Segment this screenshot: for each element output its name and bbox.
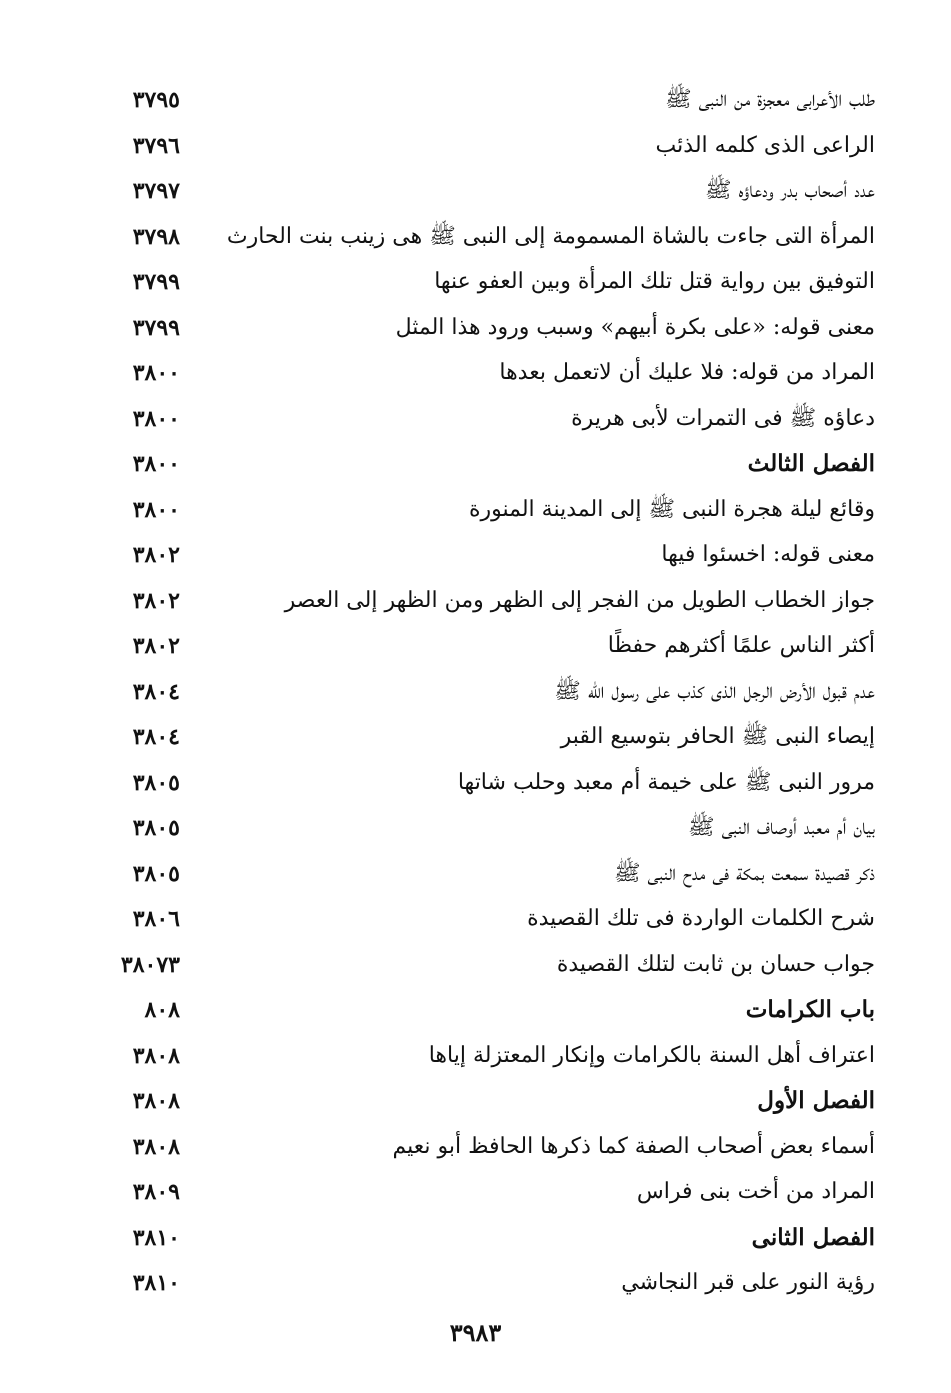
toc-entry-page: ٣٨٠٢ <box>132 587 180 614</box>
toc-entry-page: ٣٨٠٠ <box>132 405 180 432</box>
toc-entry-title: جواز الخطاب الطويل من الفجر إلى الظهر ومن الظهر إلى العصر <box>284 587 875 613</box>
toc-entry <box>100 1261 875 1307</box>
toc-entry-title: بيان أم معبد أوصاف النبى ﷺ <box>688 815 875 840</box>
toc-entry-page: ٣٨٠٨ <box>132 1133 180 1160</box>
toc-entry-title: شرح الكلمات الواردة فى تلك القصيدة <box>527 906 875 931</box>
page-number: ٣٩٨٣ <box>449 1318 502 1347</box>
table-of-contents <box>100 78 875 1307</box>
toc-entry-title: الفصل الثانى <box>751 1223 875 1251</box>
toc-entry <box>100 169 875 215</box>
toc-entry-title: المراد من أخت بنى فراس <box>636 1179 875 1204</box>
toc-entry-page: ٣٨٠٢ <box>132 542 180 568</box>
toc-entry <box>100 1125 875 1171</box>
toc-entry-page: ٣٨٠٤ <box>132 724 180 750</box>
toc-section-heading <box>100 988 875 1034</box>
toc-entry-title: إيصاء النبى ﷺ الحافر بتوسيع القبر <box>560 724 875 749</box>
toc-entry-page: ٣٧٩٩ <box>132 269 180 295</box>
toc-entry <box>100 488 875 534</box>
toc-entry-page: ٣٧٩٨ <box>132 223 180 250</box>
toc-entry-page: ٣٧٩٥ <box>132 87 180 113</box>
toc-entry-title: دعاؤه ﷺ فى التمرات لأبى هريرة <box>571 405 875 431</box>
toc-entry-title: رؤية النور على قبر النجاشي <box>621 1270 875 1295</box>
toc-entry <box>100 215 875 261</box>
toc-entry-title: مرور النبى ﷺ على خيمة أم معبد وحلب شاتها <box>457 769 875 795</box>
toc-entry-title: طلب الأعرابى معجزة من النبى ﷺ <box>665 87 875 112</box>
toc-entry <box>100 1034 875 1080</box>
toc-entry-page: ٣٨٠٨ <box>132 1088 180 1114</box>
toc-entry-title: أسماء بعض أصحاب الصفة كما ذكرها الحافظ أبو نعيم <box>392 1133 875 1159</box>
toc-entry <box>100 624 875 670</box>
toc-entry-title: معنى قوله: «على بكرة أبيهم» وسبب ورود هذا المثل <box>395 314 875 340</box>
toc-entry-page: ٣٨١٠ <box>132 1270 180 1296</box>
toc-entry-page: ٣٧٩٧ <box>132 178 180 204</box>
toc-entry-page: ٣٨٠٠ <box>132 360 180 386</box>
toc-entry-title: جواب حسان بن ثابت لتلك القصيدة <box>556 951 875 977</box>
toc-entry-title: الفصل الثالث <box>747 450 875 477</box>
toc-entry <box>100 351 875 397</box>
toc-entry-title: الراعى الذى كلمه الذئب <box>655 132 875 158</box>
toc-entry-page: ٨٠٨ <box>144 997 180 1023</box>
toc-entry-title: عدد أصحاب بدر ودعاؤه ﷺ <box>705 178 875 203</box>
toc-entry <box>100 397 875 443</box>
toc-section-heading <box>100 442 875 488</box>
toc-entry <box>100 715 875 761</box>
toc-entry <box>100 670 875 716</box>
toc-entry-title: ذكر قصيدة سمعت بمكة فى مدح النبى ﷺ <box>613 860 875 886</box>
toc-entry-page: ٣٨٠٩ <box>132 1179 180 1205</box>
toc-entry-page: ٣٨٠٠ <box>132 451 180 477</box>
toc-entry-page: ٣٨٠٥ <box>132 769 180 796</box>
toc-entry-title: باب الكرامات <box>745 996 875 1023</box>
toc-entry-page: ٣٨٠٨ <box>132 1042 180 1069</box>
toc-entry-page: ٣٧٩٦ <box>132 132 180 159</box>
toc-entry <box>100 761 875 807</box>
toc-entry <box>100 806 875 852</box>
toc-entry <box>100 897 875 943</box>
toc-entry-title: عدم قبول الأرض الرجل الذى كذب على رسول الله ﷺ <box>554 678 875 704</box>
toc-entry-title: وقائع ليلة هجرة النبى ﷺ إلى المدينة المنورة <box>468 496 875 522</box>
toc-section-heading <box>100 1079 875 1125</box>
toc-entry-title: معنى قوله: اخسئوا فيها <box>661 542 875 567</box>
toc-entry-page: ٣٧٩٩ <box>132 314 180 341</box>
toc-entry <box>100 124 875 170</box>
toc-entry-title: التوفيق بين رواية قتل تلك المرأة وبين العفو عنها <box>434 269 875 294</box>
toc-entry <box>100 579 875 625</box>
toc-entry-title: اعتراف أهل السنة بالكرامات وإنكار المعتزلة إياها <box>428 1042 875 1068</box>
toc-entry-page: ٣٨٠٢ <box>132 633 180 659</box>
toc-entry-page: ٣٨١٠ <box>132 1224 180 1251</box>
toc-entry <box>100 943 875 989</box>
toc-entry-page: ٣٨٠٤ <box>132 678 180 705</box>
toc-entry-page: ٣٨٠٦ <box>132 906 180 932</box>
toc-entry <box>100 78 875 124</box>
toc-entry-title: المراد من قوله: فلا عليك أن لاتعمل بعدها <box>499 360 875 385</box>
toc-entry-page: ٣٨٠٥ <box>132 860 180 887</box>
toc-entry <box>100 306 875 352</box>
toc-entry-page: ٣٨٠٥ <box>132 815 180 841</box>
toc-entry <box>100 260 875 306</box>
toc-entry <box>100 533 875 579</box>
toc-entry-title: أكثر الناس علمًا أكثرهم حفظًا <box>607 633 875 658</box>
toc-entry-title: الفصل الأول <box>757 1087 875 1114</box>
toc-section-heading <box>100 1216 875 1262</box>
toc-entry-page: ٣٨٠٧٣ <box>120 951 180 978</box>
toc-entry-page: ٣٨٠٠ <box>132 496 180 523</box>
toc-entry-title: المرأة التى جاءت بالشاة المسمومة إلى النبى ﷺ هى زينب بنت الحارث <box>226 223 875 249</box>
toc-entry <box>100 1170 875 1216</box>
toc-entry <box>100 852 875 898</box>
